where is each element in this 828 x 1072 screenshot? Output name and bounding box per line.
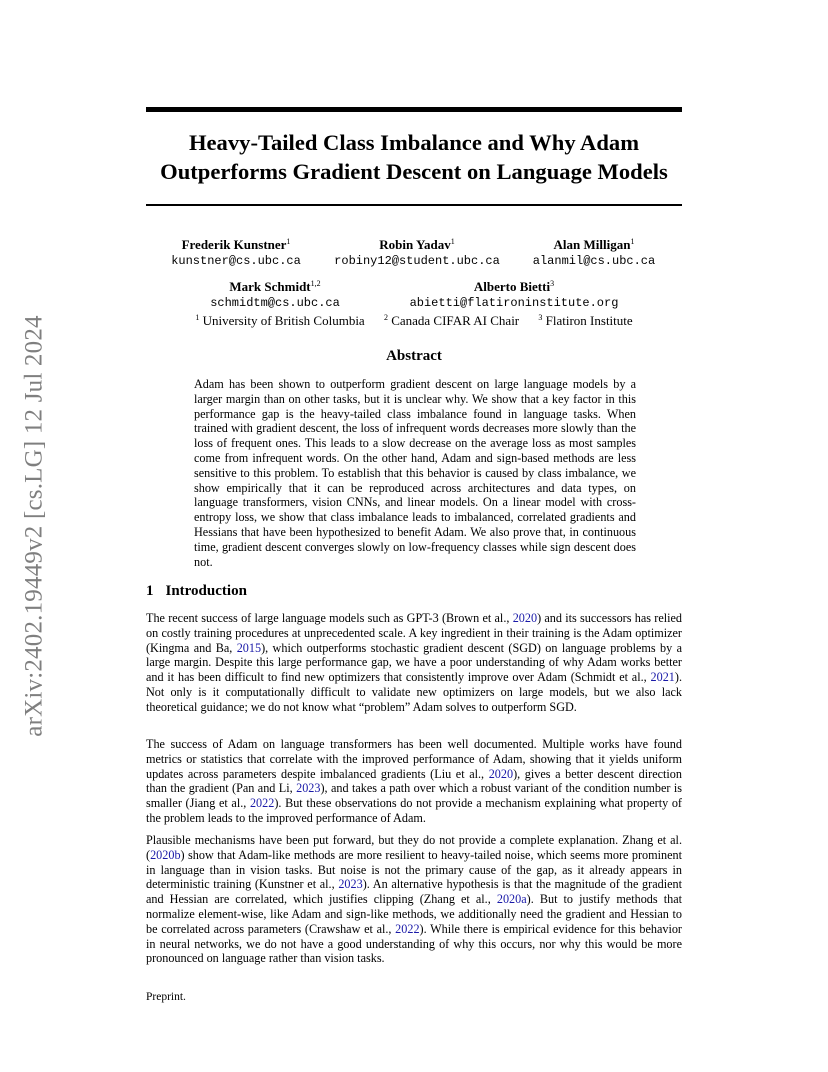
section-heading xyxy=(146,583,247,600)
author-affil-sup: 1 xyxy=(286,237,291,246)
citation-link[interactable]: 2020 xyxy=(512,611,538,625)
author-block xyxy=(200,278,350,312)
author-affil-sup: 1 xyxy=(630,237,635,246)
section-number: 1 xyxy=(146,583,154,599)
affiliation: $^2$ Canada CIFAR AI Chair xyxy=(383,313,520,328)
affiliation: $^3$ Flatiron Institute xyxy=(538,313,633,328)
citation-link[interactable]: 2021 xyxy=(650,670,675,685)
citation-link[interactable]: 2020a xyxy=(496,892,527,907)
author-block xyxy=(166,236,306,270)
author-name: Alberto Bietti xyxy=(473,279,551,294)
citation-link[interactable]: 2022 xyxy=(249,796,275,811)
author-block xyxy=(524,236,664,270)
author-email[interactable]: abietti@flatironinstitute.org xyxy=(409,296,619,310)
title-top-rule xyxy=(146,107,682,112)
arxiv-identifier: arXiv:2402.19449v2 [cs.LG] 12 Jul 2024 xyxy=(21,315,49,737)
body-paragraph: Plausible mechanisms have been put forward, but they do not provide a complete explanation. Zhang et al. (2020b) show that Adam-like methods are more resilient to heavy-tailed noise, which seems more prominent in language than in vision tasks. But noise is not the primary cause of the gap, as it already appears in deterministic training (Kunstner et al., 2023). An alternative hypothesis is that the magnitude of the gradient and Hessian are correlated, which justifies clipping (Zhang et al., 2020a). But to justify methods that normalize element-wise, like Adam and sign-like methods, we additionally need the gradient and Hessian to be correlated across parameters (Crawshaw et al., 2022). While there is empirical evidence for this behavior in neural networks, we do not have a good understanding of why this occurs, nor why this would be more pronounced on language rather than vision tasks. xyxy=(146,833,682,966)
author-name: Mark Schmidt xyxy=(229,279,311,294)
citation-link[interactable]: 2022 xyxy=(395,921,420,936)
author-block xyxy=(398,278,630,312)
arxiv-stamp xyxy=(20,296,50,756)
body-paragraph: The recent success of large language models such as GPT-3 (Brown et al., 2020) and its successors has relied on costly training procedures at unprecedented scale. A key ingredient in their training is the Adam optimizer (Kingma and Ba, 2015), which outperforms stochastic gradient descent (SGD) on language problems by a large margin. Despite this large performance gap, we have a poor understanding of why Adam works better and it has been difficult to find new optimizers that consistently improve over Adam (Schmidt et al., 2021). Not only is it computationally difficult to validate new optimizers on large models, but we also lack theoretical guidance; we do not know what “problem” Adam solves to outperform SGD. xyxy=(146,611,683,714)
author-email[interactable]: alanmil@cs.ubc.ca xyxy=(532,254,656,268)
author-block xyxy=(328,236,506,270)
citation-link[interactable]: 2015 xyxy=(236,640,262,655)
affiliations xyxy=(146,312,682,329)
citation-link[interactable]: 2023 xyxy=(296,781,321,796)
author-email[interactable]: kunstner@cs.ubc.ca xyxy=(171,254,301,268)
author-email[interactable]: schmidtm@cs.ubc.ca xyxy=(210,296,340,310)
abstract-heading: Abstract xyxy=(386,348,442,364)
footer-note: Preprint. xyxy=(146,991,186,1003)
author-email[interactable]: robiny12@student.ubc.ca xyxy=(334,254,500,268)
title-bottom-rule xyxy=(146,204,682,206)
paper-title: Heavy-Tailed Class Imbalance and Why Adam Outperforms Gradient Descent on Language Models xyxy=(160,130,668,184)
author-name: Robin Yadav xyxy=(379,237,451,252)
author-name: Frederik Kunstner xyxy=(181,237,287,252)
body-paragraph: The success of Adam on language transformers has been well documented. Multiple works have found metrics or statistics that correlate with the improved performance of Adam, showing that it yields uniform updates across parameters despite imbalanced gradients (Liu et al., 2020), gives a better descent direction than the gradient (Pan and Li, 2023), and takes a path over which a robust variant of the condition number is smaller (Jiang et al., 2022). But these observations do not provide a mechanism explaining what property of the problem leads to the improved performance of Adam. xyxy=(146,737,682,825)
section-title: Introduction xyxy=(165,583,247,599)
author-affil-sup: 3 xyxy=(550,279,555,288)
author-affil-sup: 1 xyxy=(450,237,455,246)
abstract-text: Adam has been shown to outperform gradient descent on large language models by a larger margin than on other tasks, but it is unclear why. We show that a key factor in this performance gap is the heavy-tailed class imbalance found in language tasks. When trained with gradient descent, the loss of infrequent words decreases more slowly than the loss of frequent ones. This leads to a slow decrease on the average loss as most samples come from infrequent words. On the other hand, Adam and sign-based methods are less sensitive to this problem. To establish that this behavior is caused by class imbalance, we show empirically that it can be reproduced across architectures and data types, on language transformers, vision CNNs, and linear models. On a linear model with cross-entropy loss, we show that class imbalance leads to imbalanced, correlated gradients and Hessians that have been hypothesized to benefit Adam. We also prove that, in continuous time, gradient descent converges slowly on low-frequency classes while sign descent does not. xyxy=(194,377,636,569)
citation-link[interactable]: 2023 xyxy=(338,877,363,892)
citation-link[interactable]: 2020 xyxy=(488,766,514,781)
author-affil-sup: 1,2 xyxy=(310,279,321,288)
citation-link[interactable]: 2020b xyxy=(150,847,181,862)
author-name: Alan Milligan xyxy=(553,237,631,252)
affiliation: $^1$ University of British Columbia xyxy=(195,313,365,328)
